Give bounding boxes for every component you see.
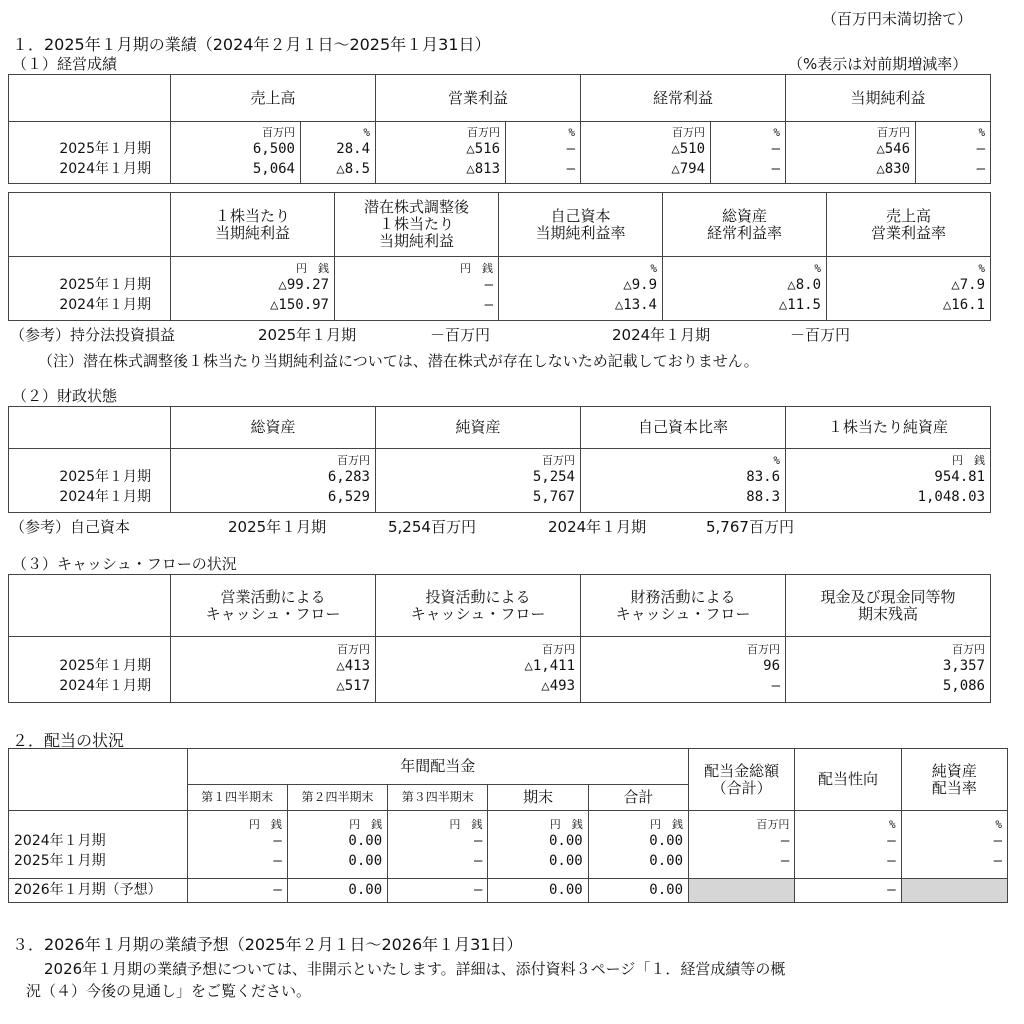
table-cell: ― <box>795 879 901 903</box>
table-cell: ― <box>388 879 488 903</box>
table-cell: 0.00 <box>348 853 383 869</box>
ref2-value2: 5,767百万円 <box>706 518 794 536</box>
table-cell: 0.00 <box>549 853 583 869</box>
dividend-table <box>8 748 1008 903</box>
unit-note: （百万円未満切捨て） <box>822 10 973 28</box>
unit-label: 百万円 <box>542 643 575 656</box>
unit-label: 円 銭 <box>296 262 329 275</box>
header-net-income: 当期純利益 <box>786 75 991 122</box>
table-cell: 83.6 <box>746 469 780 485</box>
ref2-value1: 5,254百万円 <box>388 518 476 536</box>
table-corner <box>9 193 171 257</box>
table-cell: ― <box>273 833 282 849</box>
unit-label: % <box>978 126 986 139</box>
section3-title: ３．2026年１月期の業績予想（2025年２月１日～2026年１月31日） <box>12 935 523 954</box>
table-cell: ― <box>273 853 282 869</box>
financial-position-table <box>8 406 991 513</box>
unit-label: % <box>773 454 780 467</box>
table-cell: △8.0 <box>787 277 821 293</box>
table-cell: △1,411 <box>524 658 575 674</box>
financial-position-heading: （２）財政状態 <box>12 387 118 405</box>
row-label: 2025年１月期 <box>59 141 151 157</box>
row-label: 2024年１月期 <box>59 678 151 694</box>
header-cash-balance-line2: 期末残高 <box>857 604 918 623</box>
unit-label: 円 銭 <box>952 454 985 467</box>
table-cell: ― <box>771 161 781 177</box>
header-diluted-eps-line3: 当期純利益 <box>378 232 454 250</box>
header-diluted-eps: 潜在株式調整後 <box>363 198 469 216</box>
table-cell: 6,529 <box>327 489 370 505</box>
header-operating-margin-line2: 営業利益率 <box>870 223 946 242</box>
ref2-period2: 2024年１月期 <box>548 518 647 536</box>
table-cell: △794 <box>671 161 706 177</box>
table-cell: 954.81 <box>934 469 985 485</box>
row-labels <box>9 257 171 321</box>
unit-label: % <box>650 262 657 275</box>
row-labels <box>9 122 171 184</box>
header-operating-cf-line2: キャッシュ・フロー <box>205 604 341 623</box>
header-q2: 第２四半期末 <box>287 785 387 811</box>
diluted-eps-note: （注）潜在株式調整後１株当たり当期純利益については、潜在株式が存在しないため記載しておりません。 <box>38 352 759 370</box>
row-label: 2024年１月期 <box>59 489 151 505</box>
header-net-assets: 純資産 <box>376 407 581 449</box>
header-dividend-on-equity-line2: 配当率 <box>931 778 977 797</box>
header-investing-cf-line2: キャッシュ・フロー <box>410 604 546 623</box>
table-cell: ― <box>473 853 483 869</box>
table-cell: ― <box>771 141 781 157</box>
table-cell: ― <box>484 277 493 293</box>
table-cell: ― <box>771 678 780 694</box>
table-cell: 6,500 <box>252 141 295 157</box>
header-roa-line2: 経常利益率 <box>706 223 782 242</box>
table-cell: 5,064 <box>252 161 295 177</box>
header-bps: １株当たり純資産 <box>786 407 991 449</box>
table-cell: ― <box>976 141 986 157</box>
table-cell: △493 <box>541 678 575 694</box>
unit-label: 円 銭 <box>460 262 493 275</box>
table-cell: △830 <box>876 161 911 177</box>
unit-label: 百万円 <box>337 454 370 467</box>
table-corner <box>9 575 171 637</box>
header-financing-cf: 財務活動による <box>630 587 736 606</box>
table-cell: 0.00 <box>348 833 383 849</box>
header-roe-line2: 当期純利益率 <box>535 223 626 242</box>
table-cell: △413 <box>336 658 370 674</box>
row-labels <box>9 637 171 703</box>
header-total: 合計 <box>588 785 688 811</box>
table-cell: ― <box>566 161 576 177</box>
cash-flow-table <box>8 574 991 703</box>
table-cell: ― <box>484 297 493 313</box>
per-share-ratio-table <box>8 192 991 321</box>
table-corner <box>9 749 188 785</box>
table-cell: △7.9 <box>951 277 985 293</box>
unit-label: 円 銭 <box>549 818 583 831</box>
table-cell: △13.4 <box>614 297 657 313</box>
table-cell: ― <box>993 853 1002 869</box>
unit-label: 円 銭 <box>248 818 282 831</box>
table-cell: ― <box>887 833 896 849</box>
table-cell: 5,086 <box>942 678 985 694</box>
header-total-assets: 総資産 <box>171 407 376 449</box>
row-labels <box>9 811 188 879</box>
table-cell: ― <box>887 853 896 869</box>
table-cell: △516 <box>466 141 501 157</box>
row-label: 2024年１月期 <box>59 161 151 177</box>
table-cell: 0.00 <box>588 879 688 903</box>
header-financing-cf-line2: キャッシュ・フロー <box>615 604 751 623</box>
table-cell: △11.5 <box>778 297 821 313</box>
header-diluted-eps-line2: １株当たり <box>378 215 454 233</box>
header-ordinary-income: 経常利益 <box>581 75 786 122</box>
unit-label: % <box>814 262 821 275</box>
table-cell: △510 <box>671 141 706 157</box>
table-cell: 0.00 <box>649 833 684 849</box>
table-cell: 0.00 <box>549 833 583 849</box>
row-label: 2024年１月期 <box>14 833 106 849</box>
table-corner <box>9 75 171 122</box>
unit-label: 百万円 <box>756 818 790 831</box>
table-cell: 3,357 <box>942 658 985 674</box>
forecast-text-line1: 2026年１月期の業績予想については、非開示といたします。詳細は、添付資料３ページ「１．経営成績等の概 <box>44 960 786 978</box>
header-operating-margin: 売上高 <box>885 206 931 225</box>
table-cell: ― <box>187 879 287 903</box>
table-cell: ― <box>566 141 576 157</box>
row-label: 2024年１月期 <box>59 297 151 313</box>
row-label-forecast: 2026年１月期（予想） <box>9 879 188 903</box>
table-corner-lower <box>9 785 188 811</box>
header-eps: １株当たり <box>214 206 290 225</box>
table-cell: 96 <box>763 658 780 674</box>
row-labels <box>9 449 171 513</box>
table-cell: ― <box>993 833 1002 849</box>
forecast-text-line2: 況（４）今後の見通し」をご覧ください。 <box>26 982 312 1000</box>
table-corner <box>9 407 171 449</box>
ref1-value2: －百万円 <box>790 326 851 344</box>
unit-label: % <box>568 126 576 139</box>
table-cell: △16.1 <box>942 297 985 313</box>
unit-label: 百万円 <box>672 126 706 139</box>
table-cell: △546 <box>876 141 911 157</box>
row-label: 2025年１月期 <box>59 277 151 293</box>
header-year-end: 期末 <box>488 785 588 811</box>
unit-label: 百万円 <box>337 643 370 656</box>
table-cell: △8.5 <box>336 161 371 177</box>
header-roe: 自己資本 <box>550 206 611 225</box>
unit-label: % <box>773 126 781 139</box>
header-cash-balance: 現金及び現金同等物 <box>820 587 956 606</box>
operating-results-heading: （１）経営成績 <box>12 55 118 73</box>
unit-label: % <box>995 818 1002 831</box>
unit-label: 百万円 <box>747 643 780 656</box>
operating-results-table <box>8 74 991 184</box>
header-q1: 第１四半期末 <box>187 785 287 811</box>
unit-label: % <box>363 126 371 139</box>
row-label: 2025年１月期 <box>14 853 106 869</box>
table-cell: ― <box>976 161 986 177</box>
ref1-period1: 2025年１月期 <box>258 326 357 344</box>
table-cell: 1,048.03 <box>917 489 985 505</box>
table-cell: △9.9 <box>623 277 657 293</box>
header-dividend-on-equity: 純資産 <box>931 761 977 780</box>
table-cell: ― <box>780 833 790 849</box>
table-cell: △517 <box>336 678 370 694</box>
ref2-period1: 2025年１月期 <box>228 518 327 536</box>
table-cell: 28.4 <box>336 141 371 157</box>
header-q3: 第３四半期末 <box>388 785 488 811</box>
unit-label: 円 銭 <box>449 818 483 831</box>
table-cell: 0.00 <box>649 853 684 869</box>
header-total-dividend-line2: （合計） <box>711 778 772 797</box>
unit-label: 百万円 <box>262 126 295 139</box>
header-operating-income: 営業利益 <box>376 75 581 122</box>
table-cell: 88.3 <box>746 489 780 505</box>
unit-label: % <box>889 818 896 831</box>
header-annual-dividend: 年間配当金 <box>187 749 688 785</box>
table-cell-shaded <box>901 879 1007 903</box>
unit-label: 百万円 <box>952 643 985 656</box>
percent-note: （%表示は対前期増減率） <box>788 55 968 73</box>
row-label: 2025年１月期 <box>59 469 151 485</box>
table-cell: 5,767 <box>532 489 575 505</box>
header-operating-cf: 営業活動による <box>220 587 326 606</box>
unit-label: 円 銭 <box>349 818 383 831</box>
row-label: 2025年１月期 <box>59 658 151 674</box>
equity-method-label: （参考）持分法投資損益 <box>10 326 176 344</box>
table-cell: ― <box>780 853 790 869</box>
header-equity-ratio: 自己資本比率 <box>581 407 786 449</box>
section2-title: ２．配当の状況 <box>12 731 125 750</box>
unit-label: 円 銭 <box>650 818 684 831</box>
unit-label: 百万円 <box>542 454 575 467</box>
unit-label: % <box>978 262 985 275</box>
header-total-dividend: 配当金総額 <box>704 761 780 780</box>
ref1-period2: 2024年１月期 <box>612 326 711 344</box>
ref1-value1: －百万円 <box>430 326 491 344</box>
table-cell: △813 <box>466 161 501 177</box>
table-cell-shaded <box>689 879 795 903</box>
table-cell: 6,283 <box>327 469 370 485</box>
table-cell: 0.00 <box>488 879 588 903</box>
unit-label: 百万円 <box>467 126 501 139</box>
header-roa: 総資産 <box>721 206 767 225</box>
table-cell: ― <box>473 833 483 849</box>
section1-title: １．2025年１月期の業績（2024年２月１日～2025年１月31日） <box>12 35 491 54</box>
equity-label: （参考）自己資本 <box>10 518 131 536</box>
table-cell: 0.00 <box>287 879 387 903</box>
header-sales: 売上高 <box>171 75 376 122</box>
header-payout-ratio: 配当性向 <box>817 770 878 788</box>
cash-flow-heading: （３）キャッシュ・フローの状況 <box>12 555 237 573</box>
table-cell: △99.27 <box>278 277 329 293</box>
unit-label: 百万円 <box>877 126 911 139</box>
header-eps-line2: 当期純利益 <box>214 223 290 242</box>
table-cell: 5,254 <box>532 469 575 485</box>
header-investing-cf: 投資活動による <box>425 587 531 606</box>
table-cell: △150.97 <box>269 297 329 313</box>
